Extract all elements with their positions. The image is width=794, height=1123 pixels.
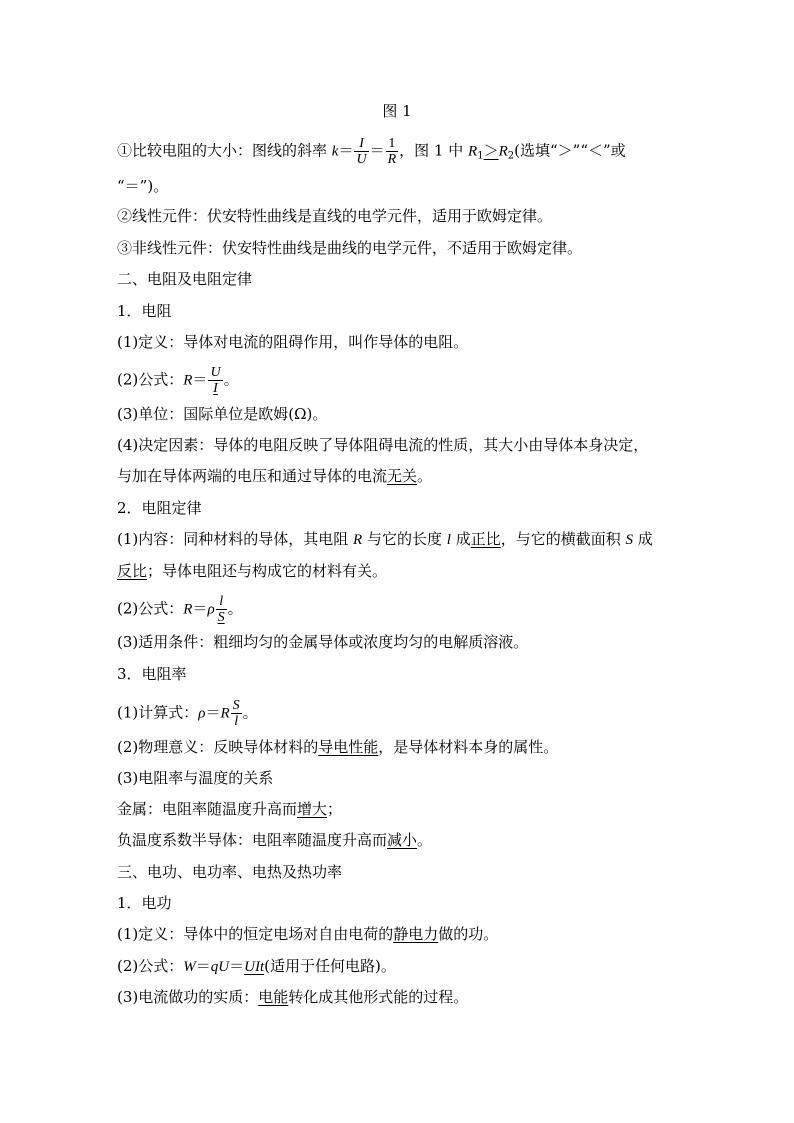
text: ，是导体材料本身的属性。: [378, 738, 559, 756]
numerator: S: [232, 698, 240, 713]
paragraph-work-formula: [117, 956, 396, 977]
text: ；: [327, 800, 343, 818]
answer-blank: 电能: [258, 988, 289, 1006]
numerator: U: [210, 365, 221, 380]
answer-blank: 增大: [297, 800, 328, 818]
answer-blank: ＞: [483, 141, 499, 160]
equals: ＝: [369, 141, 385, 160]
var-r: R: [183, 601, 193, 618]
paragraph-rho-meaning: [117, 737, 558, 757]
text: ①比较电阻的大小：图线的斜率: [117, 141, 332, 160]
text: 。: [227, 599, 243, 618]
answer-blank: 静电力: [393, 925, 439, 943]
numerator: 1: [386, 136, 399, 152]
subsection-heading: 2．电阻定律: [117, 499, 202, 517]
paragraph-nonlinear-element: ③非线性元件：伏安特性曲线是曲线的电学元件，不适用于欧姆定律。: [117, 239, 583, 257]
text: 金属：电阻率随温度升高而: [117, 800, 298, 818]
subscript: 1: [477, 150, 484, 162]
text: (3)电流做功的实质：: [117, 988, 259, 1006]
answer-blank: 减小: [387, 831, 418, 849]
text: (2)公式：: [117, 370, 184, 389]
text: 做的功。: [438, 925, 499, 943]
text: (2)物理意义：反映导体材料的: [117, 738, 319, 756]
paragraph-formula-r: [117, 365, 239, 396]
text: 。: [223, 370, 239, 389]
numerator: I: [354, 136, 368, 152]
paragraph-semiconductor: [117, 830, 432, 850]
paragraph-formula-law: [117, 594, 243, 625]
numerator: l: [216, 594, 227, 610]
text: 与加在导体两端的电压和通过导体的电流: [117, 467, 388, 485]
fraction-i-over-u: [354, 136, 368, 167]
paragraph-rho-calc: [117, 698, 258, 729]
var-k: k: [331, 143, 339, 160]
answer-blank: 导电性能: [318, 738, 379, 756]
equals: ＝: [192, 370, 208, 389]
answer-blank: 无关: [387, 467, 418, 485]
paragraph-law-content-cont: [117, 561, 387, 581]
denominator: U: [356, 152, 367, 167]
var-qu: qU: [210, 959, 230, 975]
equals: ＝: [195, 957, 211, 975]
var-r: R: [353, 532, 363, 548]
denominator: l: [234, 714, 239, 729]
text: (1)计算式：: [117, 703, 199, 722]
text: ，图 1 中: [399, 141, 469, 160]
equals: ＝: [192, 599, 208, 618]
text: 成: [633, 530, 653, 548]
equals: ＝: [338, 141, 354, 160]
paragraph-factor: (4)决定因素：导体的电阻反映了导体阻碍电流的性质，其大小由导体本身决定，: [117, 436, 649, 454]
equals: ＝: [229, 957, 245, 975]
answer-blank: 反比: [117, 562, 148, 580]
paragraph-definition: (1)定义：导体对电流的阻碍作用，叫作导体的电阻。: [117, 333, 469, 351]
fraction-l-over-s: [216, 594, 227, 625]
text: 。: [242, 703, 258, 722]
denominator: R: [387, 152, 397, 167]
subscript: 2: [507, 150, 515, 162]
paragraph-law-content: [117, 529, 653, 550]
text: (2)公式：: [117, 957, 184, 975]
text: (适用于任何电路)。: [264, 957, 396, 975]
var-r2: R: [498, 143, 508, 160]
paragraph-compare-resistance: [117, 136, 626, 167]
paragraph-linear-element: ②线性元件：伏安特性曲线是直线的电学元件，适用于欧姆定律。: [117, 207, 553, 225]
var-w: W: [183, 959, 196, 975]
subsection-heading: 3．电阻率: [117, 665, 187, 683]
fraction-u-over-i: [208, 365, 222, 396]
subsection-heading: 1．电阻: [117, 302, 172, 320]
text: ，与它的横截面积: [500, 530, 626, 548]
fraction-1-over-r: [386, 136, 399, 167]
paragraph-condition: (3)适用条件：粗细均匀的金属导体或浓度均匀的电解质溶液。: [117, 633, 529, 651]
var-r: R: [183, 372, 193, 389]
equals: ＝: [205, 703, 221, 722]
text: (2)公式：: [117, 599, 184, 618]
subsection-heading: 1．电功: [117, 894, 172, 912]
paragraph-line: “＝”)。: [117, 177, 169, 195]
text: (1)内容：同种材料的导体，其电阻: [117, 530, 354, 548]
answer-blank: UIt: [244, 959, 265, 975]
paragraph-metal: [117, 799, 342, 819]
paragraph-work-definition: [117, 924, 498, 944]
fraction-s-over-l: [231, 698, 242, 729]
text: (1)定义：导体中的恒定电场对自由电荷的: [117, 925, 394, 943]
text: ；导体电阻还与构成它的材料有关。: [147, 562, 388, 580]
figure-caption: 图 1: [382, 102, 412, 120]
paragraph-factor-cont: [117, 466, 432, 486]
text: 负温度系数半导体：电阻率随温度升高而: [117, 831, 388, 849]
paragraph-work-essence: [117, 987, 468, 1007]
var-l: l: [446, 532, 451, 548]
text: (选填“＞”“＜”或: [514, 141, 626, 160]
paragraph-unit: (3)单位：国际单位是欧姆(Ω)。: [117, 405, 328, 423]
text: 与它的长度: [362, 530, 447, 548]
var-rho: ρ: [198, 705, 206, 722]
text: 。: [417, 467, 433, 485]
paragraph-rho-temp: (3)电阻率与温度的关系: [117, 769, 274, 787]
denominator: S: [217, 610, 225, 625]
text: 转化成其他形式能的过程。: [288, 988, 469, 1006]
var-r1: R: [468, 143, 478, 160]
section-heading: 二、电阻及电阻定律: [117, 270, 253, 288]
section-heading: 三、电功、电功率、电热及热功率: [117, 863, 343, 881]
answer-blank: 正比: [470, 530, 501, 548]
var-s: S: [625, 532, 633, 548]
text: 。: [417, 831, 433, 849]
var-rho: ρ: [207, 601, 215, 618]
text: 成: [450, 530, 471, 548]
denominator: I: [213, 381, 218, 396]
var-r: R: [220, 705, 230, 722]
